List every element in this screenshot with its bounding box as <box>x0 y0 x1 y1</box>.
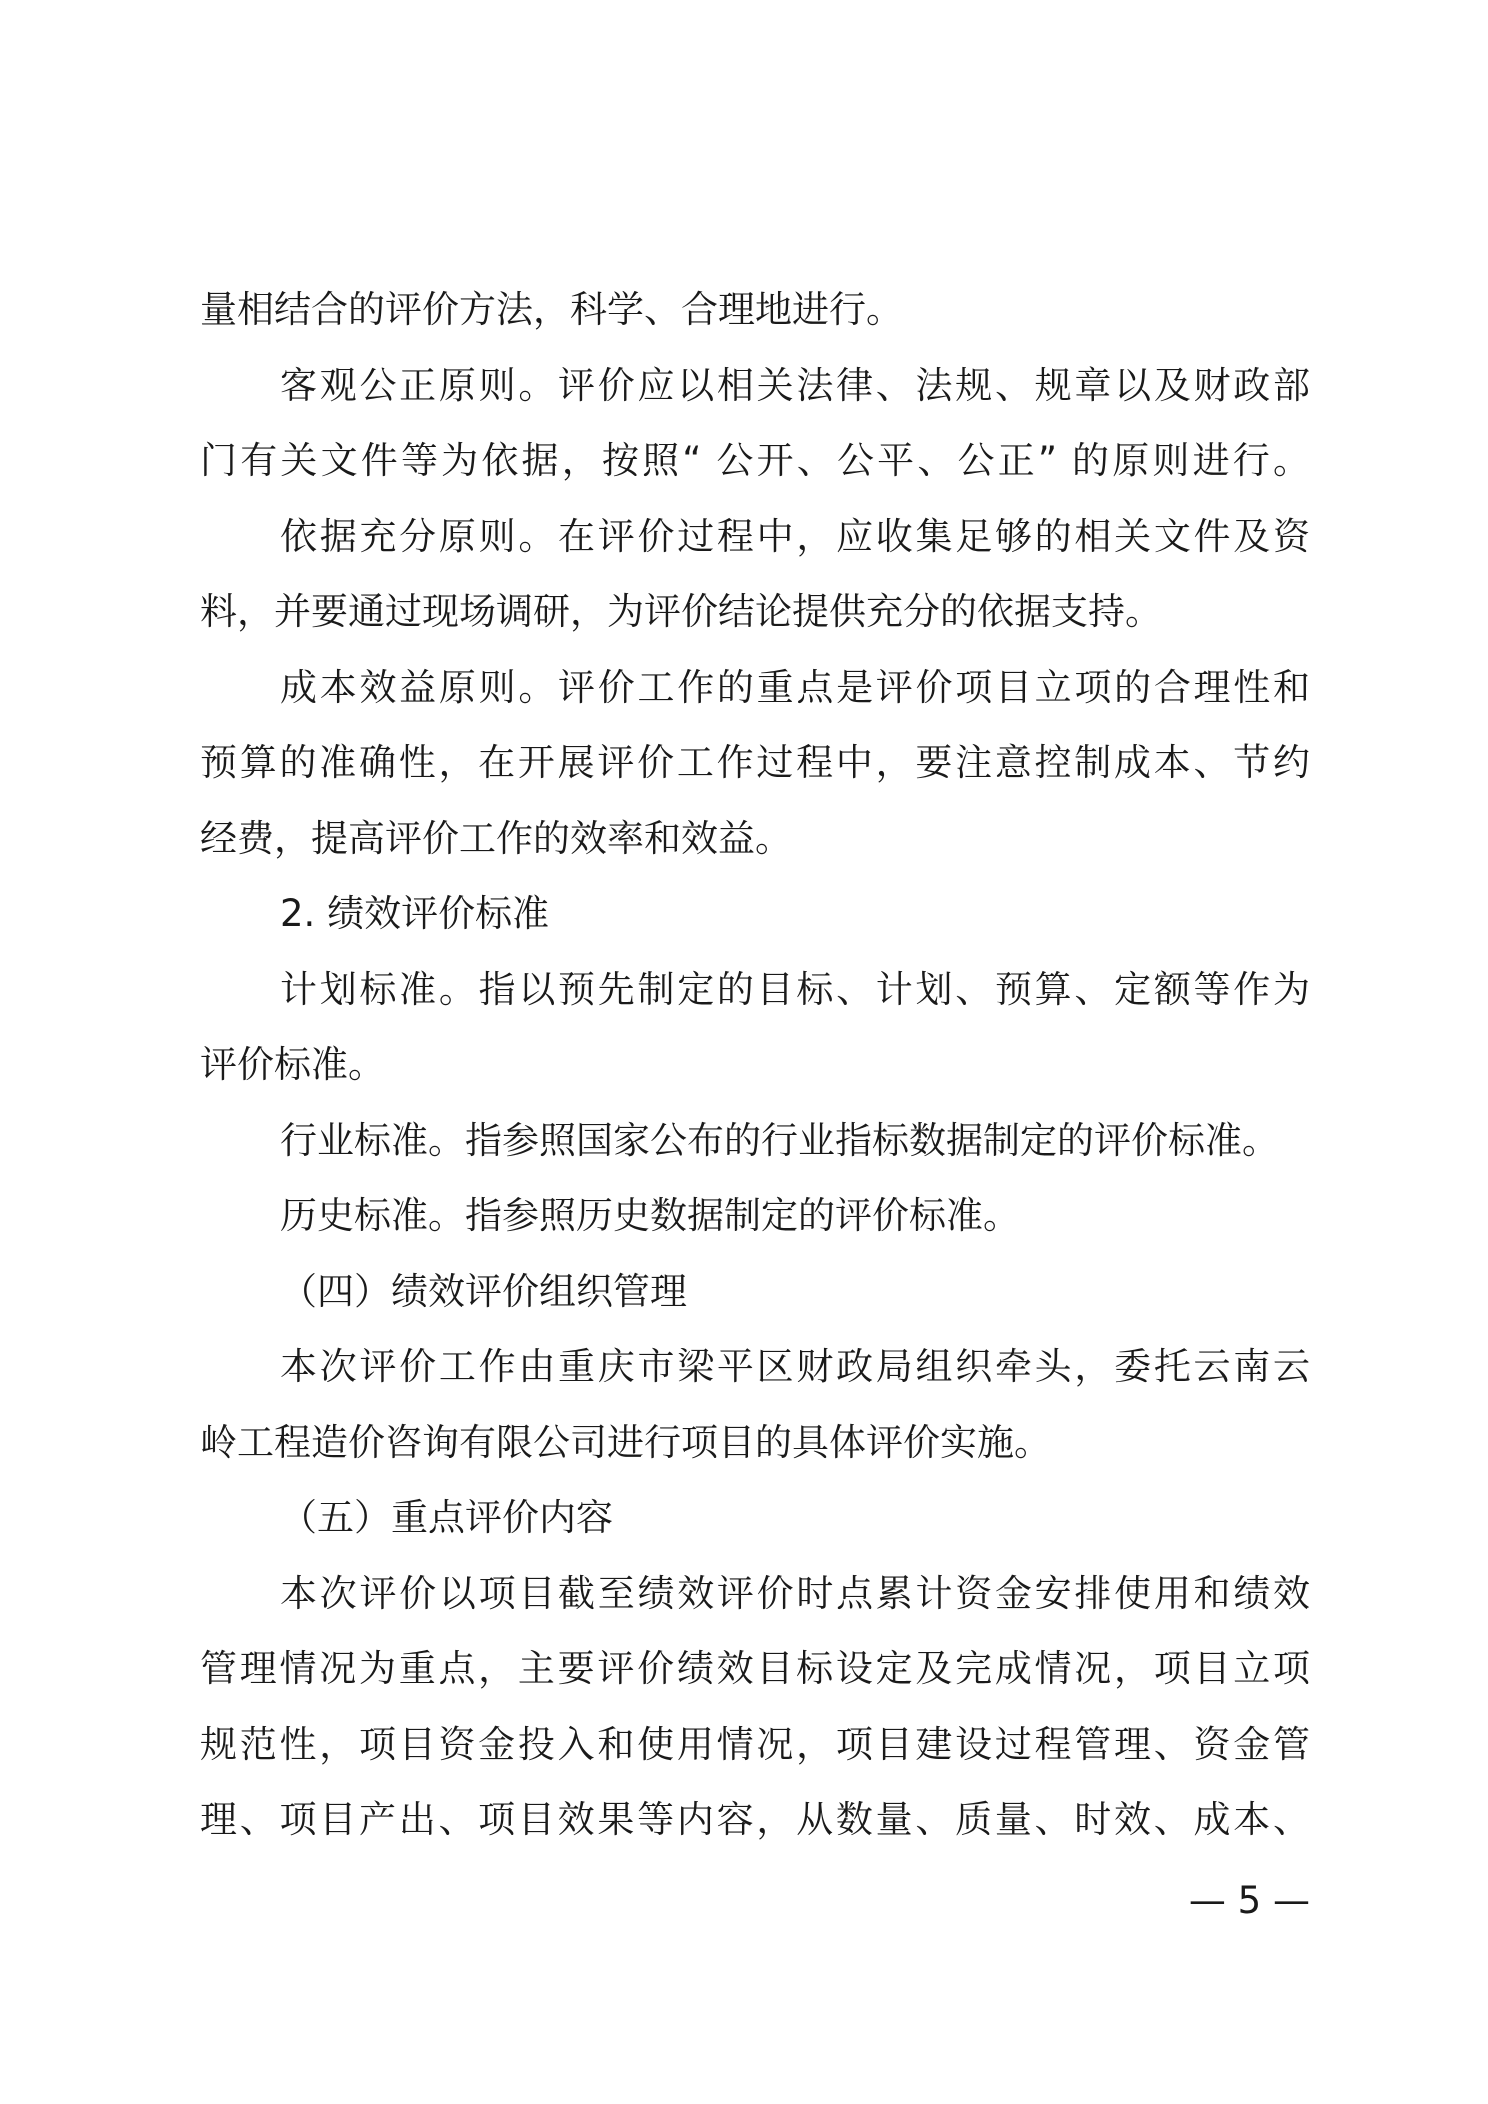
paragraph-principle-evidence: 依据充分原则。在评价过程中，应收集足够的相关文件及资 <box>280 514 1310 558</box>
section-heading-key-content: （五）重点评价内容 <box>280 1496 613 1539</box>
body-text <box>200 280 1310 1866</box>
paragraph-plan-standard: 计划标准。指以预先制定的目标、计划、预算、定额等作为 <box>280 967 1310 1011</box>
text-line: 预算的准确性，在开展评价工作过程中，要注意控制成本、节约 <box>200 741 1310 784</box>
paragraph-organization: 本次评价工作由重庆市梁平区财政局组织牵头，委托云南云 <box>280 1345 1310 1388</box>
paragraph-industry-standard: 行业标准。指参照国家公布的行业指标数据制定的评价标准。 <box>280 1118 1279 1162</box>
text-line: 经费，提高评价工作的效率和效益。 <box>200 816 792 860</box>
text-line: 门有关文件等为依据，按照“ 公开、公平、公正” 的原则进行。 <box>200 439 1310 482</box>
text-line: 规范性，项目资金投入和使用情况，项目建设过程管理、资金管 <box>200 1722 1310 1766</box>
paragraph-key-content: 本次评价以项目截至绩效评价时点累计资金安排使用和绩效 <box>280 1571 1310 1615</box>
paragraph-history-standard: 历史标准。指参照历史数据制定的评价标准。 <box>280 1194 1020 1237</box>
text-line: 料，并要通过现场调研，为评价结论提供充分的依据支持。 <box>200 590 1162 633</box>
text-line: 量相结合的评价方法，科学、合理地进行。 <box>200 288 903 331</box>
text-line: 管理情况为重点，主要评价绩效目标设定及完成情况，项目立项 <box>200 1647 1310 1690</box>
section-heading-organization: （四）绩效评价组织管理 <box>280 1269 687 1313</box>
text-line: 岭工程造价咨询有限公司进行项目的具体评价实施。 <box>200 1420 1051 1464</box>
section-heading-evaluation-standards: 2. 绩效评价标准 <box>280 892 550 935</box>
paragraph-principle-cost-benefit: 成本效益原则。评价工作的重点是评价项目立项的合理性和 <box>280 665 1310 709</box>
text-line: 评价标准。 <box>200 1043 385 1086</box>
paragraph-principle-objective: 客观公正原则。评价应以相关法律、法规、规章以及财政部 <box>280 363 1310 407</box>
text-line: 理、项目产出、项目效果等内容，从数量、质量、时效、成本、 <box>200 1798 1310 1841</box>
page-number: — 5 — <box>1188 1879 1310 1922</box>
